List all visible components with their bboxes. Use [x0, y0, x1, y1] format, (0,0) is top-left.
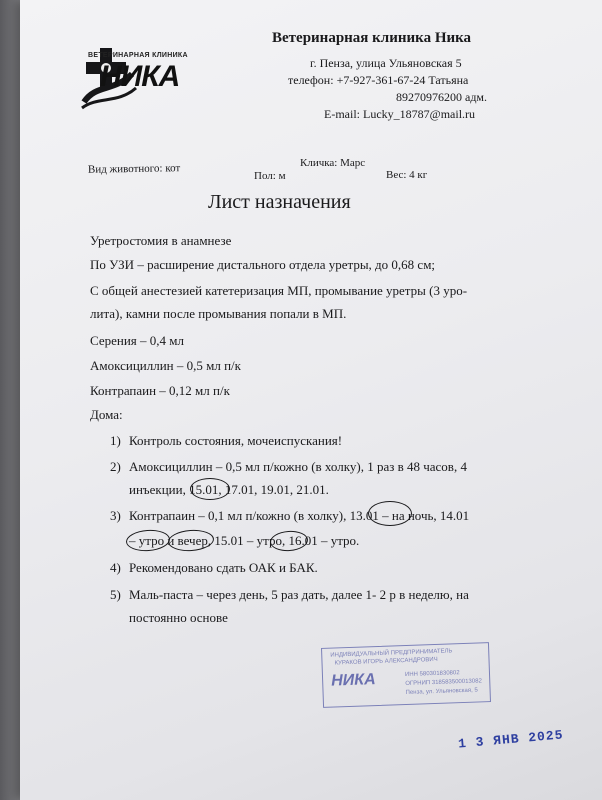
stamp-text: ОГРНИП 318583500013082: [405, 678, 482, 688]
body-line: Дома:: [90, 407, 123, 422]
handwritten-circle: [190, 478, 230, 500]
body-line: Уретростомия в анамнезе: [90, 233, 232, 248]
body-line: Амоксициллин – 0,5 мл п/к: [90, 358, 241, 373]
body-line: Серения – 0,4 мл: [90, 333, 184, 348]
document-title: Лист назначения: [208, 191, 351, 213]
patient-name: Кличка: Марс: [300, 157, 366, 169]
clinic-name: Ветеринарная клиника Ника: [272, 30, 472, 46]
organization-stamp: [321, 642, 491, 708]
list-number: 1): [110, 433, 121, 448]
logo-subtitle: ВЕТЕРИНАРНАЯ КЛИНИКА: [88, 52, 188, 59]
list-number: 2): [110, 459, 121, 474]
date-stamp: 1 3 ЯНВ 2025: [457, 727, 565, 752]
clinic-phone-2: 89270976200 адм.: [396, 90, 488, 104]
logo-wordmark: НИКА: [100, 60, 180, 93]
handwritten-circle: [368, 501, 412, 526]
list-item: Рекомендовано сдать ОАК и БАК.: [129, 560, 318, 575]
list-number: 4): [110, 560, 121, 575]
stamp-text: Пенза, ул. Ульяновская, 5: [405, 687, 478, 697]
patient-weight: Вес: 4 кг: [386, 169, 428, 181]
clinic-email: E-mail: Lucky_18787@mail.ru: [324, 107, 476, 121]
list-item: Контроль состояния, мочеиспускания!: [129, 433, 343, 448]
stamp-text: ИНДИВИДУАЛЬНЫЙ ПРЕДПРИНИМАТЕЛЬ: [330, 648, 453, 659]
clinic-address: г. Пенза, улица Ульяновская 5: [310, 56, 462, 70]
body-line: По УЗИ – расширение дистального отдела уретры, до 0,68 см;: [90, 257, 436, 272]
stamp-text: КУРАКОВ ИГОРЬ АЛЕКСАНДРОВИЧ: [334, 656, 438, 667]
list-item: инъекции, 15.01, 17.01, 19.01, 21.01.: [129, 482, 329, 497]
document-page: [20, 0, 602, 800]
list-item: постоянно основе: [129, 610, 228, 625]
body-line: С общей анестезией катетеризация МП, промывание уретры (3 уро-: [90, 283, 468, 298]
stamp-logo-word: НИКА: [330, 671, 376, 690]
body-line: Контрапаин – 0,12 мл п/к: [90, 383, 230, 398]
body-line: лита), камни после промывания попали в МП.: [90, 306, 347, 321]
stamp-text: ИНН 580301830802: [404, 670, 460, 679]
patient-species: Вид животного: кот: [87, 162, 181, 176]
clinic-phone: телефон: +7-927-361-67-24 Татьяна: [288, 73, 469, 87]
patient-sex: Пол: м: [254, 170, 286, 182]
list-number: 5): [110, 587, 121, 602]
list-item: – утро и вечер, 15.01 – утро, 16.01 – утро.: [129, 533, 360, 548]
list-item: Контрапаин – 0,1 мл п/кожно (в холку), 13.01 – на ночь, 14.01: [129, 508, 470, 523]
list-number: 3): [110, 508, 121, 523]
list-item: Амоксициллин – 0,5 мл п/кожно (в холку), 1 раз в 48 часов, 4: [129, 459, 467, 474]
list-item: Маль-паста – через день, 5 раз дать, далее 1- 2 р в неделю, на: [129, 587, 469, 602]
